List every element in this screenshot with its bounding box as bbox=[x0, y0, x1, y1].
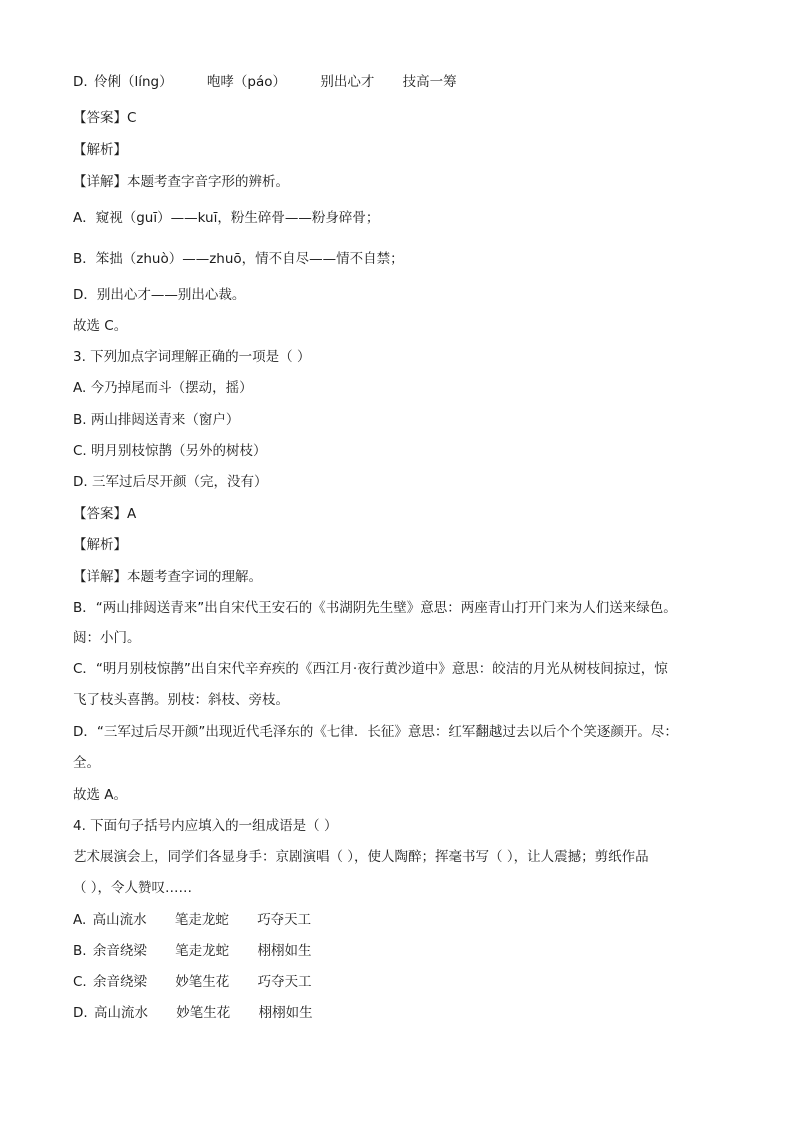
q2-detail-line-b: B．笨拙（zhuò）——zhuō，情不自尽——情不自禁； bbox=[73, 251, 404, 267]
option-label: D. bbox=[73, 74, 88, 90]
q3-detail bbox=[73, 567, 733, 587]
option-label: A. bbox=[73, 912, 87, 928]
q3-option-b: B. 两山排闼送青来（窗户） bbox=[73, 412, 240, 428]
option-item: 巧夺天工 bbox=[257, 974, 312, 990]
q3-option-d: D. 三军过后尽开颜（完，没有） bbox=[73, 474, 268, 490]
q3-answer bbox=[73, 504, 733, 524]
q4-stem: 4. 下面句子括号内应填入的一组成语是（ ） bbox=[73, 818, 338, 834]
q2-conclusion: 故选 C。 bbox=[73, 318, 128, 334]
q4-option-c bbox=[73, 972, 733, 992]
q3-stem: 3. 下列加点字词理解正确的一项是（ ） bbox=[73, 349, 311, 365]
answer-tag: 【答案】 bbox=[73, 110, 127, 126]
q3-detail-line: D．“三军过后尽开颜”出现近代毛泽东的《七律．长征》意思：红军翻越过去以后个个笑逐颜开。尽： bbox=[73, 724, 678, 740]
detail-intro: 本题考查字音字形的辨析。 bbox=[127, 174, 289, 190]
option-item: 技高一筹 bbox=[402, 74, 457, 90]
option-label: C. bbox=[73, 974, 87, 990]
q3-detail-line: 飞了枝头喜鹊。别枝：斜枝、旁枝。 bbox=[73, 692, 289, 708]
option-item: 别出心才 bbox=[320, 74, 375, 90]
option-item: 巧夺天工 bbox=[257, 912, 312, 928]
option-label: D. bbox=[73, 1005, 88, 1021]
option-item: 高山流水 bbox=[93, 1005, 148, 1021]
answer-value: A bbox=[127, 506, 137, 522]
q4-option-a bbox=[73, 910, 733, 930]
q3-option-a: A. 今乃掉尾而斗（摆动，摇） bbox=[73, 380, 253, 396]
q2-option-d bbox=[73, 72, 733, 92]
q4-passage-line: 艺术展演会上，同学们各显身手：京剧演唱（ ），使人陶醉；挥毫书写（ ），让人震撼；剪纸作品 bbox=[73, 849, 649, 865]
answer-value: C bbox=[127, 110, 137, 126]
option-item: 伶俐（líng） bbox=[93, 74, 173, 90]
q3-option-c: C. 明月别枝惊鹊（另外的树枝） bbox=[73, 443, 267, 459]
option-item: 栩栩如生 bbox=[257, 943, 312, 959]
q2-detail-line-a: A．窥视（guī）——kuī，粉生碎骨——粉身碎骨； bbox=[73, 210, 380, 226]
q2-analysis-tag: 【解析】 bbox=[73, 142, 127, 158]
q3-analysis-tag: 【解析】 bbox=[73, 537, 127, 553]
detail-intro: 本题考查字词的理解。 bbox=[127, 569, 262, 585]
q3-detail-line: C．“明月别枝惊鹊”出自宋代辛弃疾的《西江月·夜行黄沙道中》意思：皎洁的月光从树枝间掠过，惊 bbox=[73, 661, 668, 677]
q3-detail-line: 全。 bbox=[73, 755, 100, 771]
option-item: 咆哮（páo） bbox=[206, 74, 287, 90]
option-item: 高山流水 bbox=[92, 912, 147, 928]
q2-answer bbox=[73, 108, 733, 128]
option-item: 笔走龙蛇 bbox=[174, 912, 229, 928]
detail-tag: 【详解】 bbox=[73, 569, 127, 585]
option-item: 栩栩如生 bbox=[258, 1005, 313, 1021]
q4-option-d bbox=[73, 1003, 733, 1023]
q2-detail bbox=[73, 172, 733, 192]
detail-tag: 【详解】 bbox=[73, 174, 127, 190]
option-item: 妙笔生花 bbox=[175, 974, 230, 990]
q3-detail-line: B．“两山排闼送青来”出自宋代王安石的《书湖阴先生壁》意思：两座青山打开门来为人们送来绿色。 bbox=[73, 600, 677, 616]
option-item: 余音绕梁 bbox=[93, 974, 148, 990]
answer-tag: 【答案】 bbox=[73, 506, 127, 522]
option-label: B. bbox=[73, 943, 87, 959]
option-item: 余音绕梁 bbox=[92, 943, 147, 959]
q3-detail-line: 闼：小门。 bbox=[73, 630, 141, 646]
q4-option-b bbox=[73, 941, 733, 961]
option-item: 笔走龙蛇 bbox=[175, 943, 230, 959]
q2-detail-line-d: D．别出心才——别出心裁。 bbox=[73, 287, 246, 303]
option-item: 妙笔生花 bbox=[176, 1005, 231, 1021]
q4-passage-line: （ ），令人赞叹…… bbox=[73, 880, 193, 896]
q3-conclusion: 故选 A。 bbox=[73, 787, 128, 803]
